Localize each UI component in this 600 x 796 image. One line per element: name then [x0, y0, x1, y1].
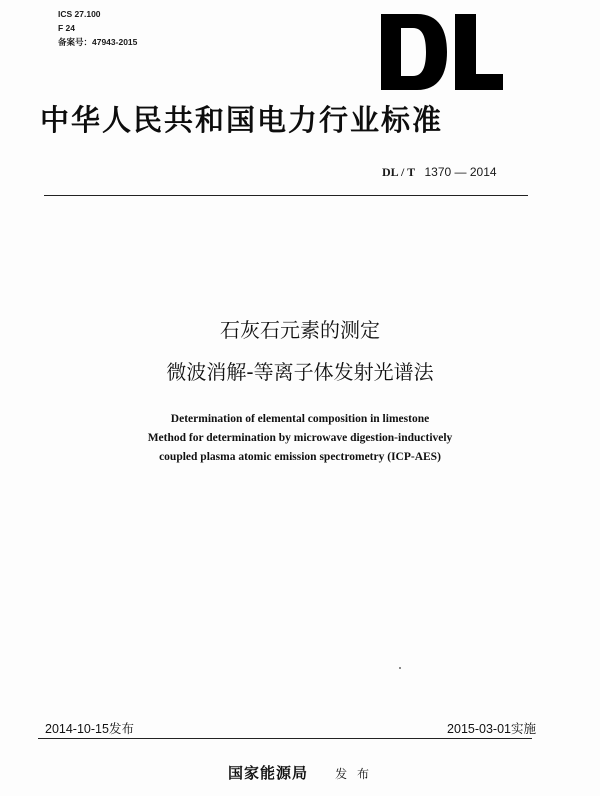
- bottom-rule: [38, 738, 532, 739]
- issue-date: 2014-10-15发布: [45, 722, 134, 736]
- chinese-title-line2: 微波消解-等离子体发射光谱法: [166, 360, 434, 384]
- scan-speck: [399, 667, 401, 669]
- filing-number: 备案号：47943-2015: [58, 37, 138, 47]
- publisher-org: 国家能源局: [228, 764, 309, 782]
- chinese-title-line1: 石灰石元素的测定: [220, 318, 380, 342]
- standard-code: [382, 165, 497, 180]
- publisher-line: [0, 762, 600, 783]
- implementation-date: 2015-03-01实施: [447, 722, 536, 736]
- publisher-action: 发 布: [335, 767, 372, 781]
- standard-type-heading: 中华人民共和国电力行业标准: [40, 103, 444, 137]
- english-title-line2: Method for determination by microwave digestion-inductively: [147, 432, 453, 444]
- standard-code-prefix: DL / T: [382, 165, 416, 179]
- top-rule: [44, 195, 528, 196]
- english-title: [0, 410, 600, 467]
- standard-code-number: 1370 — 2014: [424, 165, 497, 179]
- ics-code: ICS 27.100: [58, 9, 101, 19]
- dl-logo: [381, 14, 503, 90]
- english-title-line1: Determination of elemental composition in limestone: [170, 413, 430, 425]
- category-code: F 24: [58, 23, 76, 33]
- english-title-line3: coupled plasma atomic emission spectrometry (ICP-AES): [159, 451, 441, 463]
- classification-block: [58, 7, 137, 49]
